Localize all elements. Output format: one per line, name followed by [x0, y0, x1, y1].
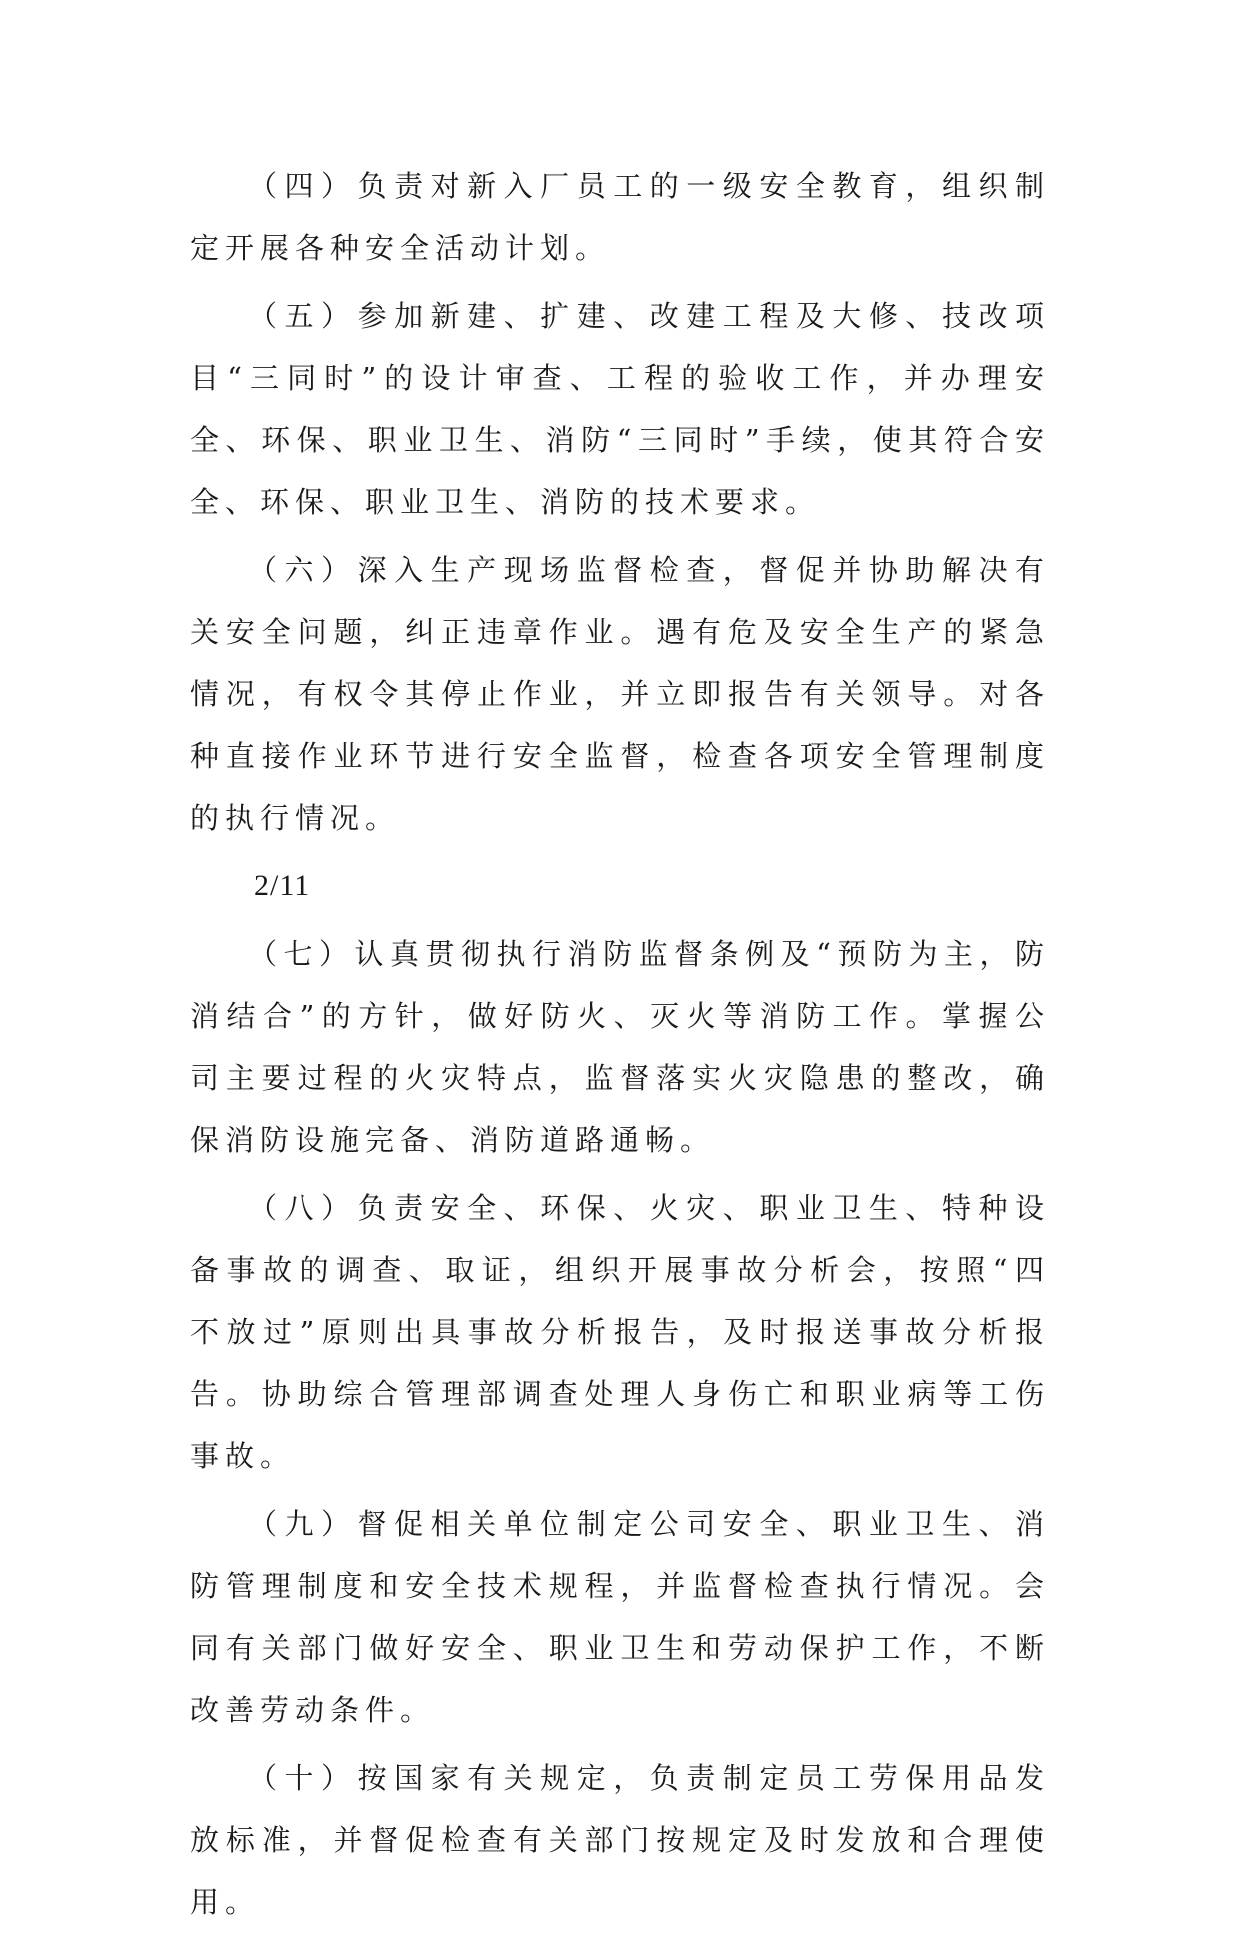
paragraph-8: （八）负责安全、环保、火灾、职业卫生、特种设备事故的调查、取证，组织开展事故分析会，按照“四不放过”原则出具事故分析报告，及时报送事故分析报告。协助综合管理部调查处理人身伤亡和职业病等工伤事故。 [190, 1191, 1050, 1473]
paragraph-9: （九）督促相关单位制定公司安全、职业卫生、消防管理制度和安全技术规程，并监督检查执行情况。会同有关部门做好安全、职业卫生和劳动保护工作，不断改善劳动条件。 [190, 1507, 1050, 1727]
paragraph-4: （四）负责对新入厂员工的一级安全教育，组织制定开展各种安全活动计划。 [190, 169, 1050, 265]
document-body [190, 155, 1050, 1939]
paragraph-6: （六）深入生产现场监督检查，督促并协助解决有关安全问题，纠正违章作业。遇有危及安全生产的紧急情况，有权令其停止作业，并立即报告有关领导。对各种直接作业环节进行安全监督，检查各项安全管理制度的执行情况。 [190, 553, 1050, 835]
paragraph-7: （七）认真贯彻执行消防监督条例及“预防为主，防消结合”的方针，做好防火、灭火等消防工作。掌握公司主要过程的火灾特点，监督落实火灾隐患的整改，确保消防设施完备、消防道路通畅。 [190, 937, 1050, 1157]
paragraph-5: （五）参加新建、扩建、改建工程及大修、技改项目“三同时”的设计审查、工程的验收工作，并办理安全、环保、职业卫生、消防“三同时”手续，使其符合安全、环保、职业卫生、消防的技术要求。 [190, 299, 1050, 519]
paragraph-10: （十）按国家有关规定，负责制定员工劳保用品发放标准，并督促检查有关部门按规定及时发放和合理使用。 [190, 1761, 1050, 1919]
page-number: 2/11 [254, 869, 311, 902]
